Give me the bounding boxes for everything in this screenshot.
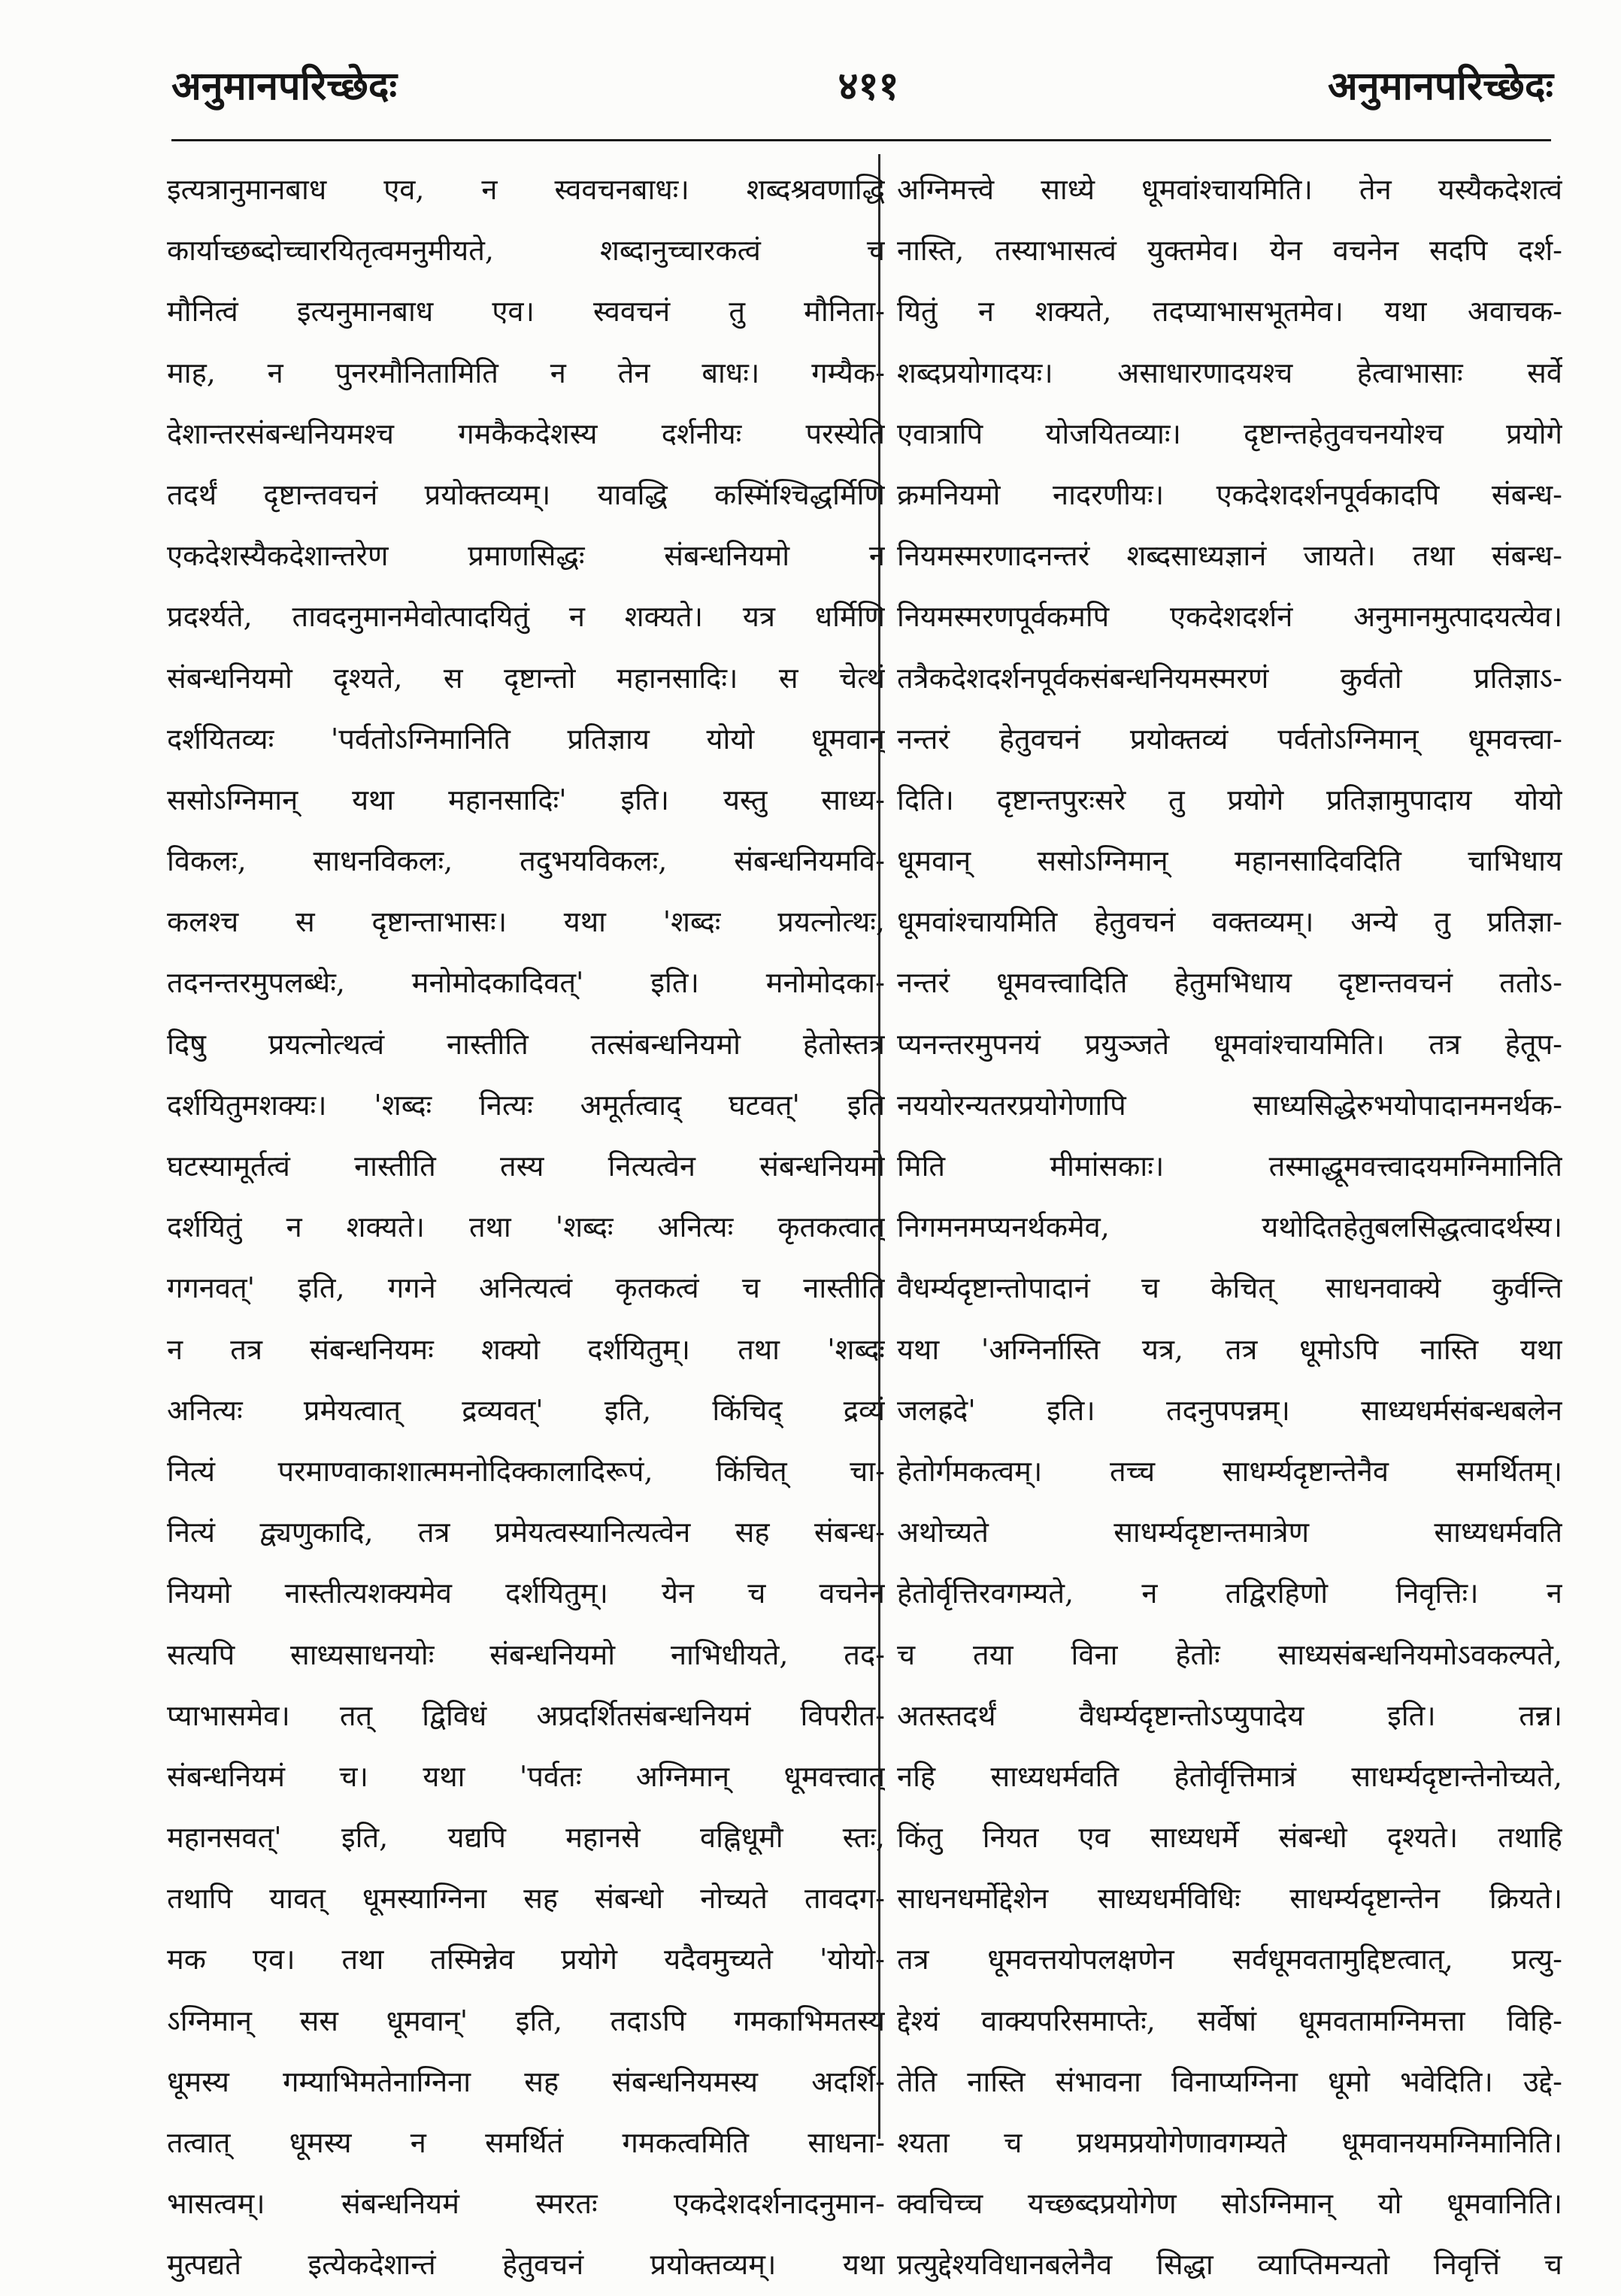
right-column-line: मिति मीमांसकाः। तस्माद्धूमवत्त्वादयमग्निमानिति [897,1150,1562,1183]
page-header [0,0,1621,143]
right-column-line: दिति। दृष्टान्तपुरःसरे तु प्रयोगे प्रतिज्ञामुपादाय योयो [897,783,1562,816]
left-column-line: दिषु प्रयत्नोत्थत्वं नास्तीति तत्संबन्धनियमो हेतोस्तत्र [167,1027,885,1061]
right-column-line: अग्निमत्त्वे साध्ये धूमवांश्चायमिति। तेन यस्यैकदेशत्वं [897,173,1562,206]
left-column-line: नित्यं परमाण्वाकाशात्ममनोदिक्कालादिरूपं, किंचित् चा- [167,1454,885,1488]
right-column-line: तत्र धूमवत्तयोपलक्षणेन सर्वधूमवतामुद्दिष्टत्वात्, प्रत्यु- [897,1943,1562,1976]
right-column-line: हेतोर्वृत्तिरवगम्यते, न तद्विरहिणो निवृत्तिः। न [897,1577,1562,1610]
right-column-line: अथोच्यते साधर्म्यदृष्टान्तमात्रेण साध्यधर्मवति [897,1516,1562,1549]
left-column-line: ससोऽग्निमान् यथा महानसादिः' इति। यस्तु साध्य- [167,783,885,816]
right-column-line: अतस्तदर्थं वैधर्म्यदृष्टान्तोऽप्युपादेय इति। तन्न। [897,1698,1562,1732]
left-column-line: घटस्यामूर्तत्वं नास्तीति तस्य नित्यत्वेन संबन्धनियमो [167,1150,885,1183]
left-column-line: न तत्र संबन्धनियमः शक्यो दर्शयितुम्। तथा 'शब्दः [167,1332,885,1366]
left-column-line: सत्यपि साध्यसाधनयोः संबन्धनियमो नाभिधीयते, तद- [167,1637,885,1671]
right-column-line: तेति नास्ति संभावना विनाप्यग्निना धूमो भवेदिति। उद्दे- [897,2064,1562,2098]
right-column-line: धूमवांश्चायमिति हेतुवचनं वक्तव्यम्। अन्ये तु प्रतिज्ञा- [897,905,1562,939]
left-column-line: तदनन्तरमुपलब्धेः, मनोमोदकादिवत्' इति। मनोमोदका- [167,966,885,1000]
left-column-line: कार्याच्छब्दोच्चारयितृत्वमनुमीयते, शब्दानुच्चारकत्वं च [167,234,885,268]
right-column-line: साधनधर्मोद्देशेन साध्यधर्मविधिः साधर्म्यदृष्टान्तेन क्रियते। [897,1882,1562,1916]
right-column-line: प्रत्युद्देश्यविधानबलेनैव सिद्धा व्याप्तिमन्यतो निवृत्तिं च [897,2248,1562,2282]
left-column-line: देशान्तरसंबन्धनियमश्च गमकैकदेशस्य दर्शनीयः परस्येति [167,416,885,450]
right-column-line: शब्दप्रयोगादयः। असाधारणादयश्च हेत्वाभासाः सर्वे [897,356,1562,389]
left-column-line: एकदेशस्यैकदेशान्तरेण प्रमाणसिद्धः संबन्धनियमो न [167,539,885,573]
right-column-line: नन्तरं हेतुवचनं प्रयोक्तव्यं पर्वतोऽग्निमान् धूमवत्त्वा- [897,722,1562,756]
right-column-line: नियमस्मरणपूर्वकमपि एकदेशदर्शनं अनुमानमुत्पादयत्येव। [897,600,1562,634]
right-column-line: यथा 'अग्निर्नास्ति यत्र, तत्र धूमोऽपि नास्ति यथा [897,1332,1562,1366]
right-column-line: नययोरन्यतरप्रयोगेणापि साध्यसिद्धेरुभयोपादानमनर्थक- [897,1088,1562,1122]
running-head-left: अनुमानपरिच्छेदः [171,63,397,109]
left-column-line: संबन्धनियमो दृश्यते, स दृष्टान्तो महानसादिः। स चेत्थं [167,661,885,695]
left-column-line: तथापि यावत् धूमस्याग्निना सह संबन्धो नोच्यते तावदग- [167,1882,885,1916]
right-column-line: श्यता च प्रथमप्रयोगेणावगम्यते धूमवानयमग्निमानिति। [897,2126,1562,2159]
left-column-line: भासत्वम्। संबन्धनियमं स्मरतः एकदेशदर्शनादनुमान- [167,2187,885,2221]
left-column-line: गगनवत्' इति, गगने अनित्यत्वं कृतकत्वं च नास्तीति [167,1271,885,1305]
left-column-line: अनित्यः प्रमेयत्वात् द्रव्यवत्' इति, किंचिद् द्रव्यं [167,1393,885,1427]
right-column-line: हेतोर्गमकत्वम्। तच्च साधर्म्यदृष्टान्तेनैव समर्थितम्। [897,1454,1562,1488]
left-column-line: कलश्च स दृष्टान्ताभासः। यथा 'शब्दः प्रयत्नोत्थः, [167,905,885,939]
right-column-line: धूमवान् ससोऽग्निमान् महानसादिवदिति चाभिधाय [897,844,1562,878]
left-column-line: विकलः, साधनविकलः, तदुभयविकलः, संबन्धनियमवि- [167,844,885,878]
left-text-column [167,159,885,2296]
left-column-line: मौनित्वं इत्यनुमानबाध एव। स्ववचनं तु मौनिता- [167,295,885,329]
right-text-column [897,159,1562,2296]
left-column-line: इत्यत्रानुमानबाध एव, न स्ववचनबाधः। शब्दश्रवणाद्धि [167,173,885,206]
left-column-line: धूमस्य गम्याभिमतेनाग्निना सह संबन्धनियमस्य अदर्शि- [167,2064,885,2098]
left-column-line: मुत्पद्यते इत्येकदेशान्तं हेतुवचनं प्रयोक्तव्यम्। यथा [167,2248,885,2282]
right-column-line: द्देश्यं वाक्यपरिसमाप्तेः, सर्वेषां धूमवतामग्निमत्ता विहि- [897,2004,1562,2037]
left-column-line: प्रदर्श्यते, तावदनुमानमेवोत्पादयितुं न शक्यते। यत्र धर्मिणि [167,600,885,634]
right-column-line: नहि साध्यधर्मवति हेतोर्वृत्तिमात्रं साधर्म्यदृष्टान्तेनोच्यते, [897,1759,1562,1793]
right-column-line: क्वचिच्च यच्छब्दप्रयोगेण सोऽग्निमान् यो धूमवानिति। [897,2187,1562,2221]
left-column-line: तदर्थं दृष्टान्तवचनं प्रयोक्तव्यम्। यावद्धि कस्मिंश्चिद्धर्मिणि [167,477,885,511]
right-column-line: नन्तरं धूमवत्त्वादिति हेतुमभिधाय दृष्टान्तवचनं ततोऽ- [897,966,1562,1000]
right-column-line: एवात्रापि योजयितव्याः। दृष्टान्तहेतुवचनयोश्च प्रयोगे [897,416,1562,450]
left-column-line: तत्वात् धूमस्य न समर्थितं गमकत्वमिति साधना- [167,2126,885,2159]
left-column-line: दर्शयितुमशक्यः। 'शब्दः नित्यः अमूर्तत्वाद् घटवत्' इति [167,1088,885,1122]
right-column-line: तत्रैकदेशदर्शनपूर्वकसंबन्धनियमस्मरणं कुर्वतो प्रतिज्ञाऽ- [897,661,1562,695]
left-column-line: दर्शयितुं न शक्यते। तथा 'शब्दः अनित्यः कृतकत्वात् [167,1210,885,1244]
right-column-line: निगमनमप्यनर्थकमेव, यथोदितहेतुबलसिद्धत्वादर्थस्य। [897,1210,1562,1244]
right-column-line: जलह्रदे' इति। तदनुपपन्नम्। साध्यधर्मसंबन्धबलेन [897,1393,1562,1427]
right-column-line: किंतु नियत एव साध्यधर्मे संबन्धो दृश्यते। तथाहि [897,1821,1562,1855]
left-column-line: दर्शयितव्यः 'पर्वतोऽग्निमानिति प्रतिज्ञाय योयो धूमवान् [167,722,885,756]
header-rule [171,139,1551,141]
left-column-line: मक एव। तथा तस्मिन्नेव प्रयोगे यदैवमुच्यते 'योयो- [167,1943,885,1976]
left-column-line: महानसवत्' इति, यद्यपि महानसे वह्निधूमौ स्तः, [167,1821,885,1855]
left-column-line: ऽग्निमान् सस धूमवान्' इति, तदाऽपि गमकाभिमतस्य [167,2004,885,2037]
right-column-line: यितुं न शक्यते, तदप्याभासभूतमेव। यथा अवाचक- [897,295,1562,329]
right-column-line: नास्ति, तस्याभासत्वं युक्तमेव। येन वचनेन सदपि दर्श- [897,234,1562,268]
page-number: ४११ [838,63,899,109]
left-column-line: संबन्धनियमं च। यथा 'पर्वतः अग्निमान् धूमवत्त्वात् [167,1759,885,1793]
left-column-line: प्याभासमेव। तत् द्विविधं अप्रदर्शितसंबन्धनियमं विपरीत- [167,1698,885,1732]
left-column-line: माह, न पुनरमौनितामिति न तेन बाधः। गम्यैक- [167,356,885,389]
left-column-line: नित्यं द्व्यणुकादि, तत्र प्रमेयत्वस्यानित्यत्वेन सह संबन्ध- [167,1516,885,1549]
right-column-line: च तया विना हेतोः साध्यसंबन्धनियमोऽवकल्पते, [897,1637,1562,1671]
right-column-line: क्रमनियमो नादरणीयः। एकदेशदर्शनपूर्वकादपि संबन्ध- [897,477,1562,511]
right-column-line: नियमस्मरणादनन्तरं शब्दसाध्यज्ञानं जायते। तथा संबन्ध- [897,539,1562,573]
right-column-line: प्यनन्तरमुपनयं प्रयुञ्जते धूमवांश्चायमिति। तत्र हेतूप- [897,1027,1562,1061]
left-column-line: नियमो नास्तीत्यशक्यमेव दर्शयितुम्। येन च वचनेन [167,1577,885,1610]
right-column-line: वैधर्म्यदृष्टान्तोपादानं च केचित् साधनवाक्ये कुर्वन्ति [897,1271,1562,1305]
running-head-right: अनुमानपरिच्छेदः [1328,63,1553,109]
